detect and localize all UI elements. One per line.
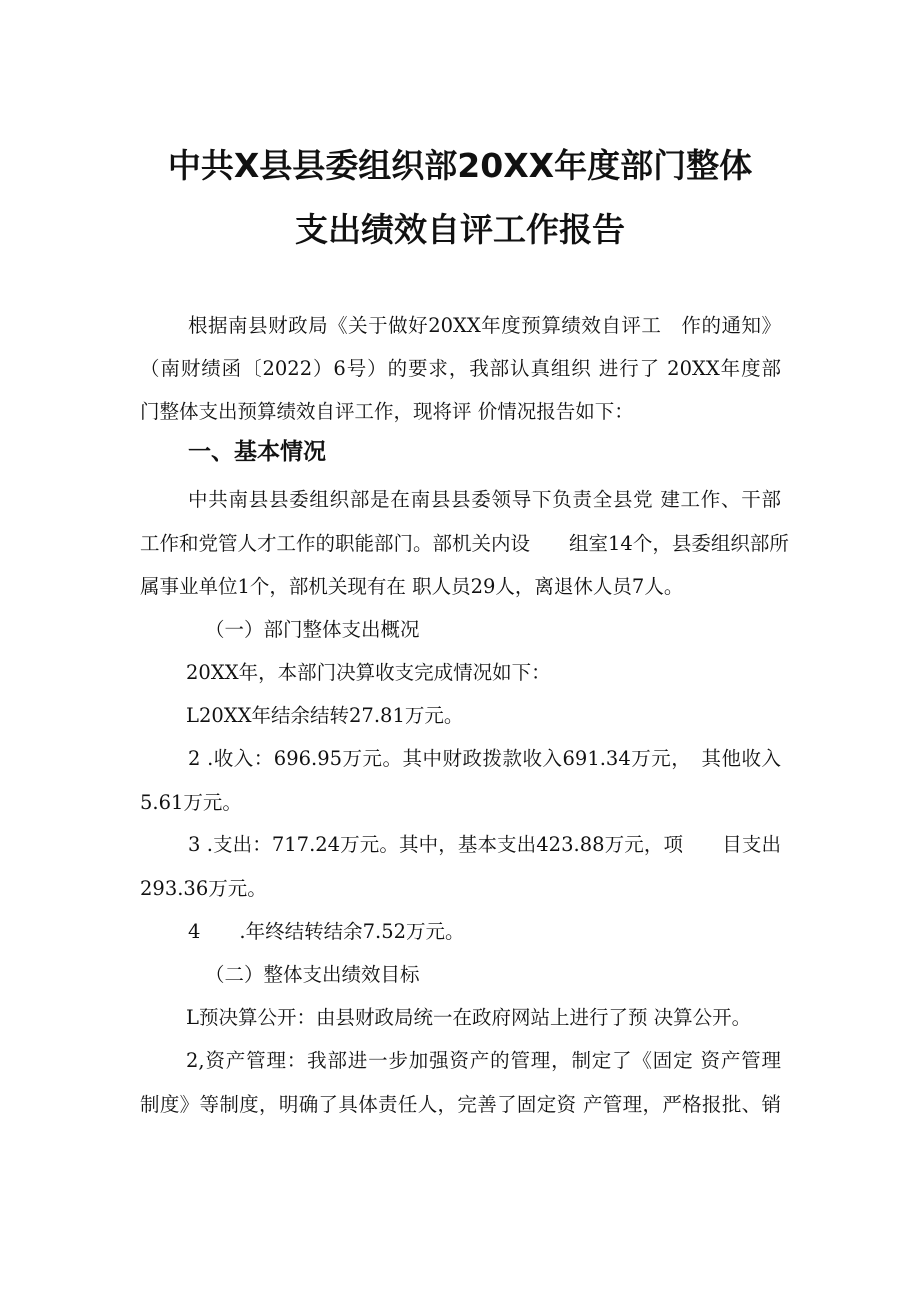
report-title-line-2: 支出绩效自评工作报告	[295, 210, 625, 249]
basic-line-3: 属事业单位1个，部机关现有在 职人员29人，离退休人员7人。	[140, 575, 684, 598]
basic-line-1: 中共南县县委组织部是在南县县委领导下负责全县党 建工作、干部	[188, 488, 781, 511]
subsection-heading-goals: （二）整体支出绩效目标	[205, 963, 420, 986]
item-3-line-1: 3 .支出：717.24万元。其中，基本支出423.88万元，项 目支出	[188, 833, 781, 856]
item-2-line-1: 2 .收入：696.95万元。其中财政拨款收入691.34万元， 其他收入	[188, 747, 781, 770]
intro-line-1: 根据南县财政局《关于做好20XX年度预算绩效自评工 作的通知》	[188, 314, 781, 337]
subsection-heading-overview: （一）部门整体支出概况	[205, 618, 420, 641]
item-2-line-2: 5.61万元。	[140, 791, 242, 814]
intro-line-2: （南财绩函〔2022）6号）的要求，我部认真组织 进行了 20XX年度部	[140, 357, 781, 380]
section-heading-basic: 一、基本情况	[188, 439, 326, 465]
report-title-line-1: 中共X县县委组织部20XX年度部门整体	[167, 146, 753, 185]
basic-line-2: 工作和党管人才工作的职能部门。部机关内设 组室14个，县委组织部所	[140, 532, 789, 555]
goal-2-line-1: 2,资产管理：我部进一步加强资产的管理，制定了《固定 资产管理	[186, 1049, 781, 1072]
item-3-line-2: 293.36万元。	[140, 877, 267, 900]
item-1: L20XX年结余结转27.81万元。	[186, 704, 464, 727]
item-4: 4 .年终结转结余7.52万元。	[188, 920, 465, 943]
goal-2-line-2: 制度》等制度，明确了具体责任人，完善了固定资 产管理，严格报批、销	[140, 1093, 781, 1116]
overview-line: 20XX年，本部门决算收支完成情况如下：	[186, 661, 551, 684]
goal-1: L预决算公开：由县财政局统一在政府网站上进行了预 决算公开。	[186, 1006, 752, 1029]
intro-line-3: 门整体支出预算绩效自评工作，现将评 价情况报告如下：	[140, 400, 634, 423]
